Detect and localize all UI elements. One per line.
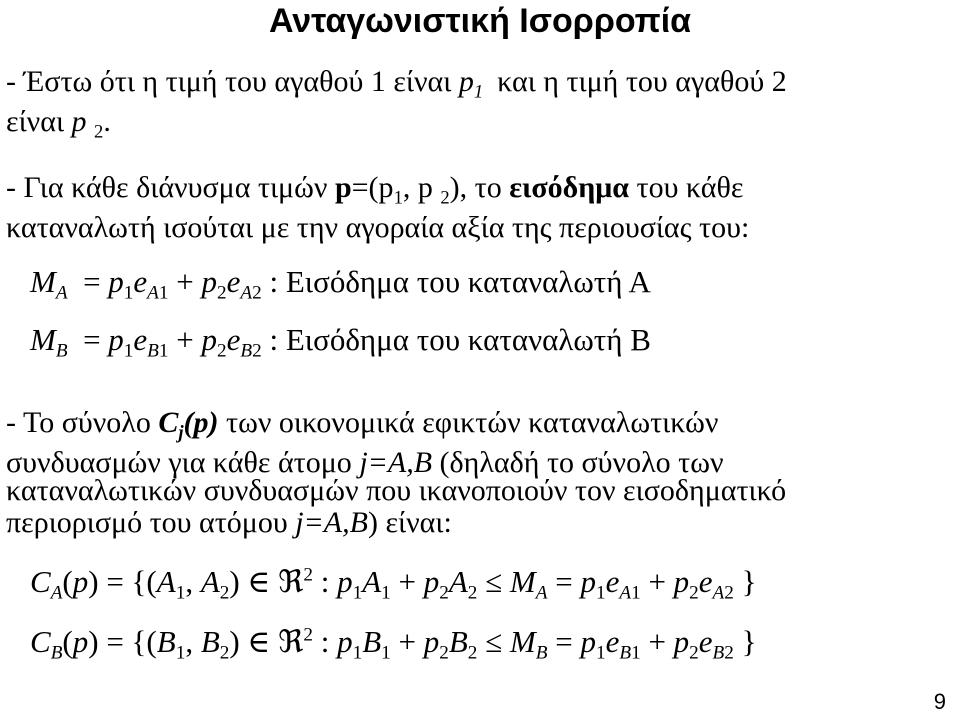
- text-line-prices-cont: είναι p $_2$.: [6, 105, 111, 143]
- equation-income-a: $M_A = p_1e_{A1} + p_2e_{A2}$ : Εισόδημα του καταναλωτή Α: [30, 264, 651, 304]
- equation-set-a: $C_A(p) = \{(A_1$, $A_2$) ∈ ℜ$^2$ : $p_1A_1 + p_2A_2 \le M_A = p_1e_{A1} + p_2e_{A2}$ }: [30, 564, 757, 604]
- text-line-income: - Για κάθε διάνυσμα τιμών $p=(p_1$, p $_2$), το εισόδημα του κάθε: [6, 171, 744, 209]
- equation-income-b: $M_B = p_1e_{B1} + p_2e_{B2}$ : Εισόδημα του καταναλωτή Β: [30, 322, 651, 362]
- page-title: Ανταγωνιστική Ισορροπία: [268, 2, 692, 40]
- text-line-income-cont: καταναλωτή ισούται με την αγοραία αξία της περιουσίας του:: [6, 211, 750, 244]
- page-number: 9: [933, 689, 946, 714]
- text-line-set-3: καταναλωτικών συνδυασμών που ικανοποιούν τον εισοδηματικό: [6, 474, 787, 507]
- equation-set-b: $C_B(p) = \{(B_1$, $B_2$) ∈ ℜ$^2$ : $p_1B_1 + p_2B_2 \le M_B = p_1e_{B1} + p_2e_{B2}$ }: [30, 624, 757, 664]
- text-line-set-4: περιορισμό του ατόμου j=A,B) είναι:: [6, 506, 452, 539]
- text-line-set: - Το σύνολο $C_j(p)$ των οικονομικά εφικτών καταναλωτικών: [6, 406, 719, 444]
- text-line-set-2: συνδυασμών για κάθε άτομο j=A,B (δηλαδή το σύνολο των: [6, 446, 724, 479]
- text-line-prices: - Έστω ότι η τιμή του αγαθού 1 είναι $p_1$ και η τιμή του αγαθού 2: [6, 65, 787, 103]
